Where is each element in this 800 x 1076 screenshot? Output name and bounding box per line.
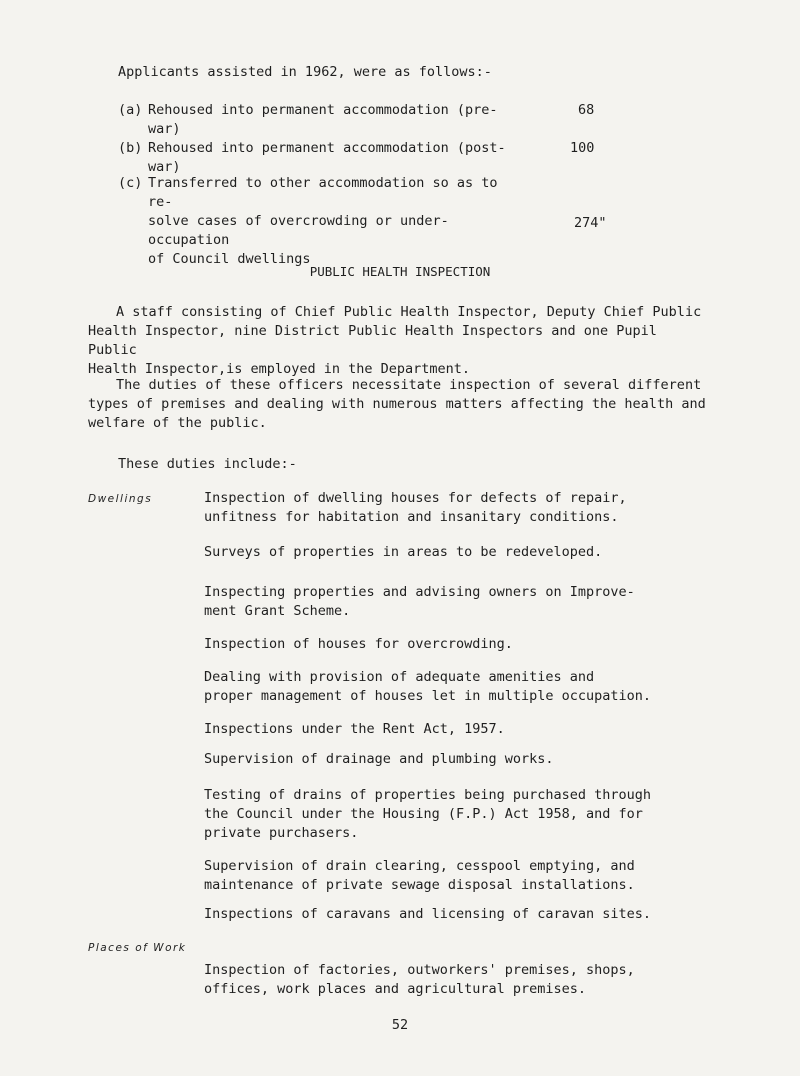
allocation-row-b xyxy=(118,139,678,175)
duty-line: ment Grant Scheme. xyxy=(204,603,351,619)
duty-line: Surveys of properties in areas to be redeveloped. xyxy=(204,544,603,560)
duty-line: Dealing with provision of adequate amenities and xyxy=(204,669,595,685)
duty-line: Inspection of factories, outworkers' premises, shops, xyxy=(204,962,635,978)
section-heading: PUBLIC HEALTH INSPECTION xyxy=(309,264,491,279)
duty-line: maintenance of private sewage disposal installations. xyxy=(204,877,635,893)
allocation-label: (a) xyxy=(118,102,143,118)
allocation-text-line: Transferred to other accommodation so as to re- xyxy=(148,175,498,210)
allocation-value: 100 xyxy=(570,140,595,156)
duty-item xyxy=(204,786,674,843)
allocation-value: 274" xyxy=(574,215,607,231)
duty-item xyxy=(204,635,674,654)
page-number: 52 xyxy=(391,1017,409,1033)
paragraph-line: The duties of these officers necessitate inspection of several different xyxy=(116,377,702,393)
paragraph-line: A staff consisting of Chief Public Health Inspector, Deputy Chief Public xyxy=(116,304,702,320)
duty-item xyxy=(204,583,674,621)
paragraph-line: welfare of the public. xyxy=(88,415,267,431)
paragraph-line: Health Inspector, nine District Public Health Inspectors and one Pupil Public xyxy=(88,323,657,358)
duty-item xyxy=(204,720,674,739)
duty-line: private purchasers. xyxy=(204,825,359,841)
allocation-text: Rehoused into permanent accommodation (pre-war) xyxy=(148,102,498,137)
duty-item xyxy=(204,543,674,562)
staff-paragraph xyxy=(88,303,708,379)
allocation-label: (c) xyxy=(118,175,143,191)
allocation-text-line: solve cases of overcrowding or under-occupation xyxy=(148,213,449,248)
allocation-label: (b) xyxy=(118,140,143,156)
dwellings-margin-label: Dwellings xyxy=(88,493,153,505)
duty-item xyxy=(204,489,674,527)
paragraph-line: types of premises and dealing with numerous matters affecting the health and xyxy=(88,396,706,412)
allocation-row-c xyxy=(118,174,678,267)
duty-line: Inspection of dwelling houses for defects of repair, xyxy=(204,490,627,506)
duty-line: offices, work places and agricultural premises. xyxy=(204,981,587,997)
allocation-value: 68 xyxy=(578,102,595,118)
duty-line: Supervision of drainage and plumbing works. xyxy=(204,751,554,767)
allocation-row-a xyxy=(118,101,678,137)
duties-paragraph xyxy=(88,376,708,433)
allocation-text: Rehoused into permanent accommodation (post-war) xyxy=(148,140,506,175)
duty-item xyxy=(204,750,674,769)
duty-item xyxy=(204,905,674,924)
duty-line: proper management of houses let in multiple occupation. xyxy=(204,688,652,704)
intro-text: Applicants assisted in 1962, were as follows:- xyxy=(118,64,492,80)
allocation-text-line: of Council dwellings xyxy=(148,251,311,267)
duties-intro: These duties include:- xyxy=(118,456,297,472)
duty-line: the Council under the Housing (F.P.) Act 1958, and for xyxy=(204,806,643,822)
paragraph-line: Health Inspector,is employed in the Department. xyxy=(88,361,471,377)
duty-line: Inspection of houses for overcrowding. xyxy=(204,636,513,652)
duty-line: Inspections of caravans and licensing of caravan sites. xyxy=(204,906,652,922)
duty-item xyxy=(204,857,674,895)
duty-item xyxy=(204,961,674,999)
duty-line: Inspecting properties and advising owners on Improve- xyxy=(204,584,635,600)
duty-item xyxy=(204,668,674,706)
duty-line: unfitness for habitation and insanitary conditions. xyxy=(204,509,619,525)
duty-line: Supervision of drain clearing, cesspool emptying, and xyxy=(204,858,635,874)
duty-line: Testing of drains of properties being purchased through xyxy=(204,787,652,803)
places-of-work-margin-label: Places of Work xyxy=(88,942,187,954)
duty-line: Inspections under the Rent Act, 1957. xyxy=(204,721,505,737)
